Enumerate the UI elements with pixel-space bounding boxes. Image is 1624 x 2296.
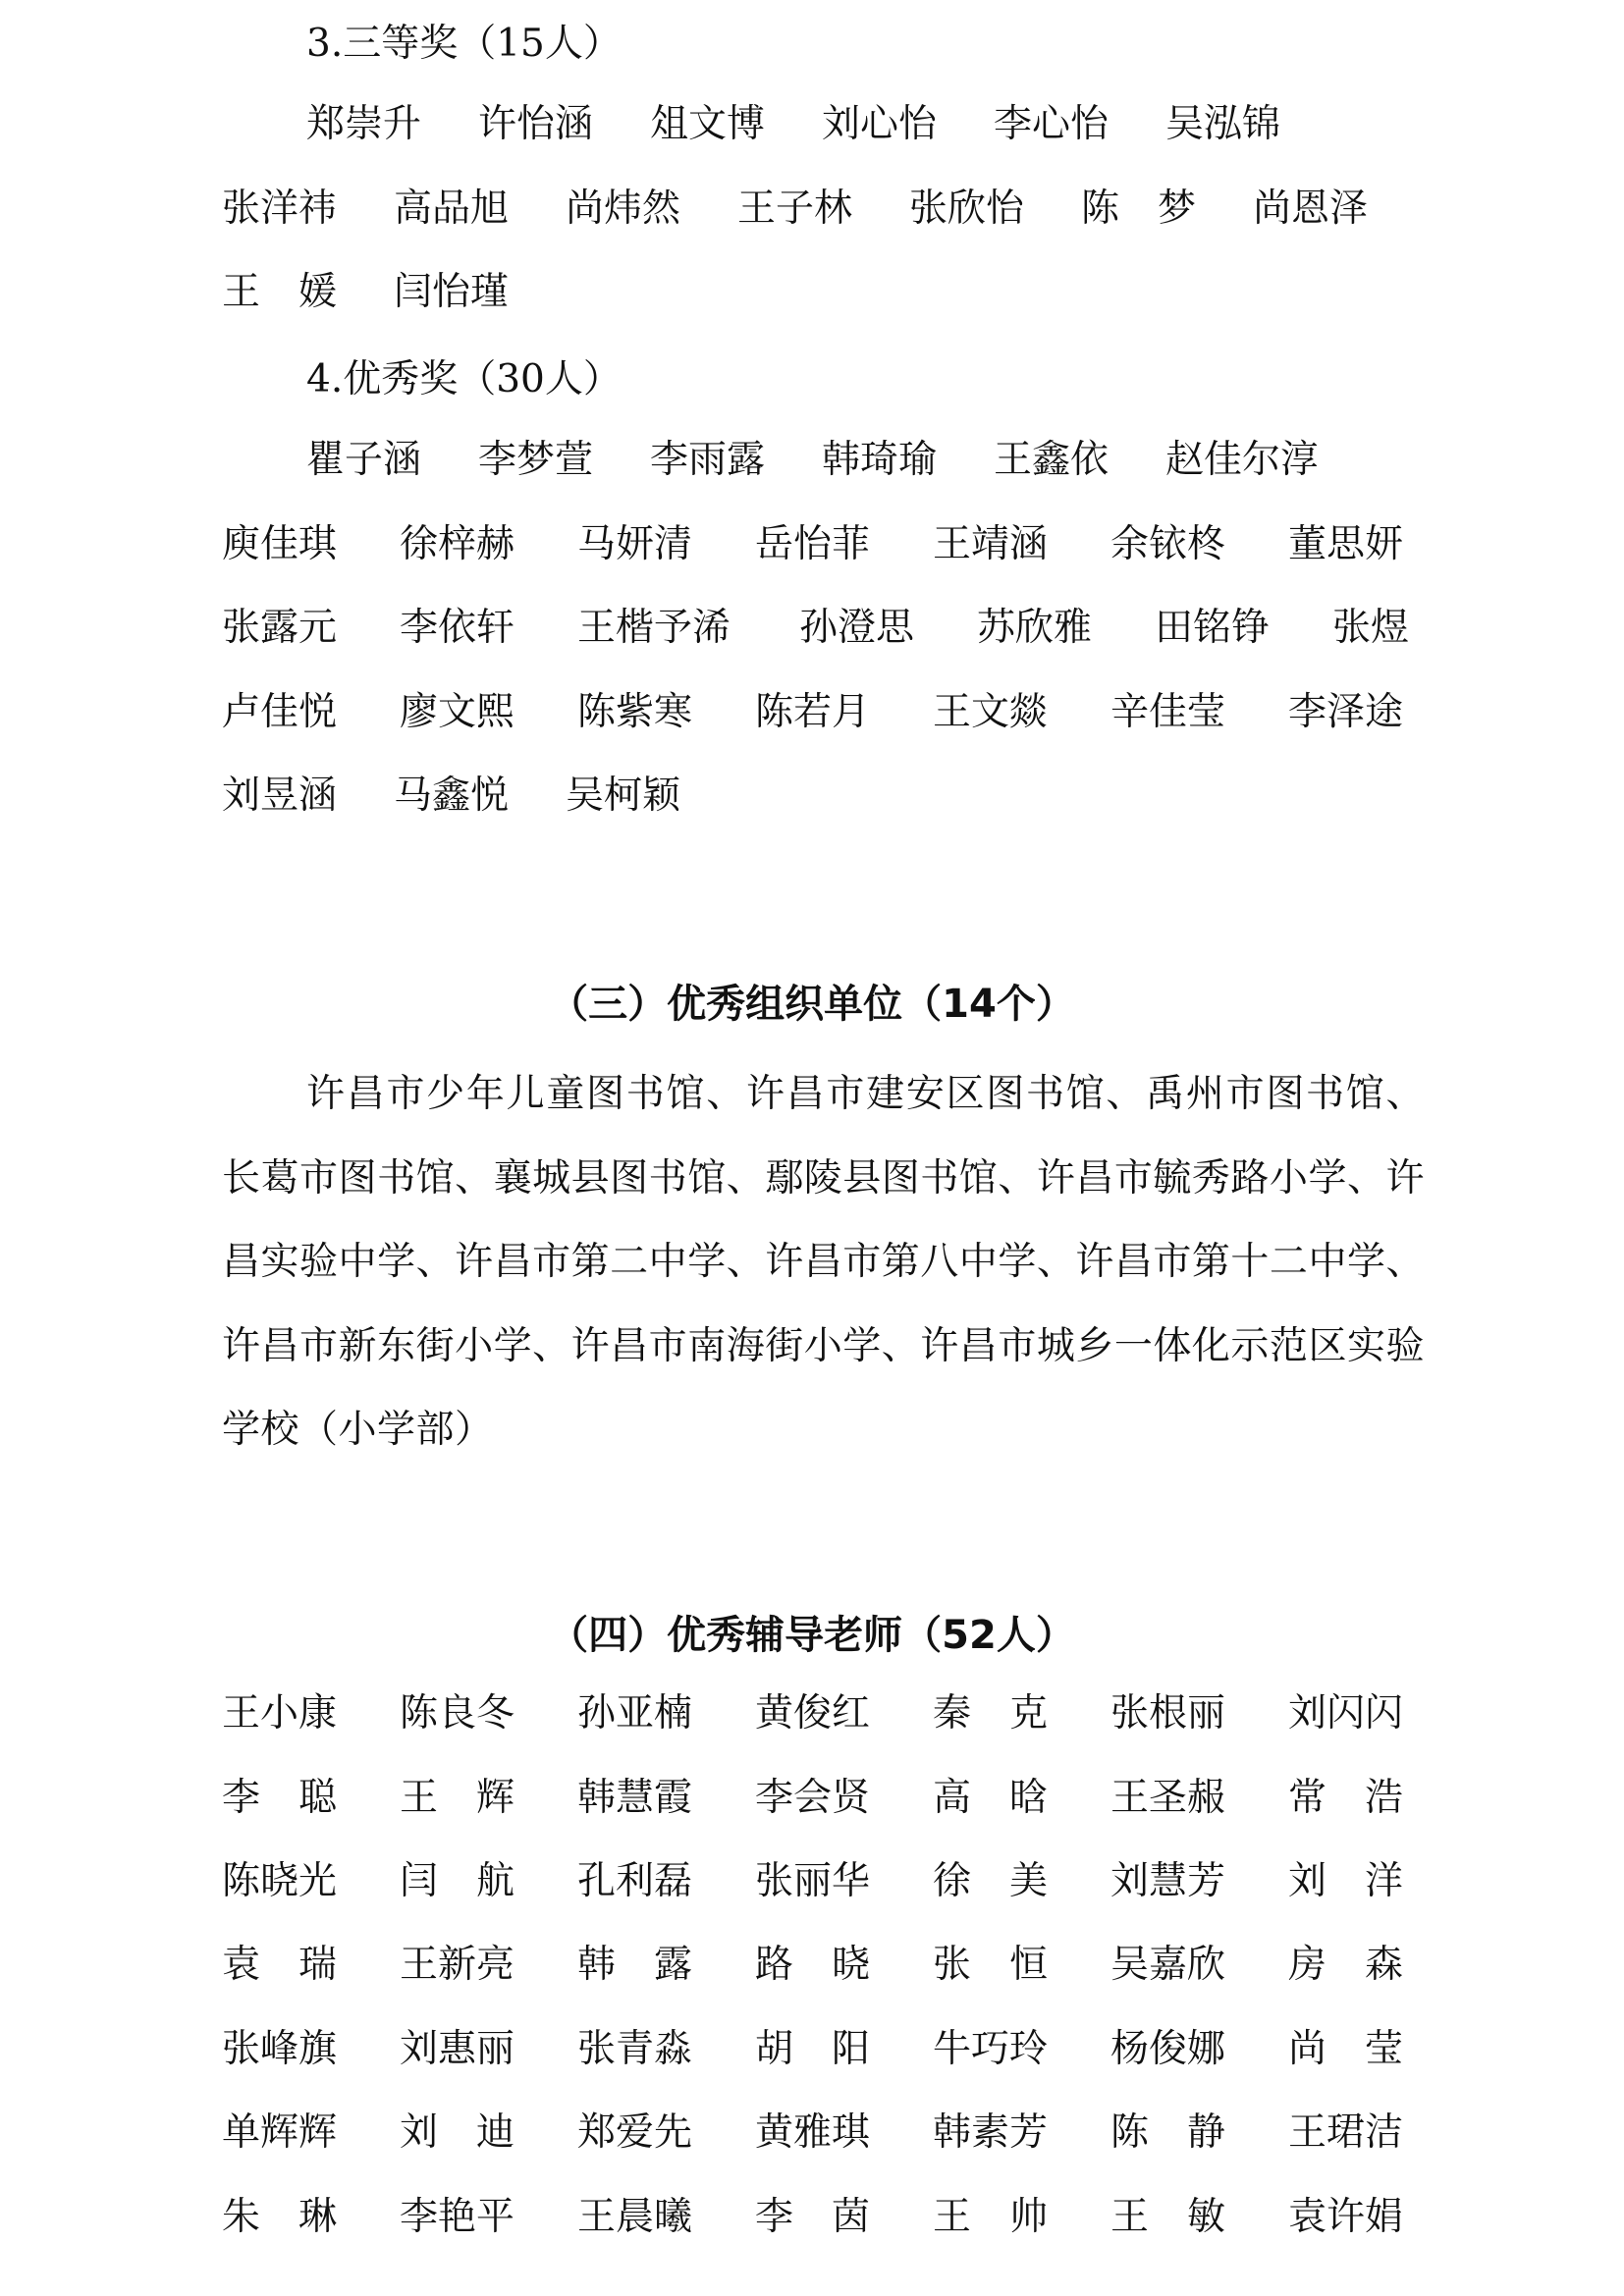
name-item: 韩素芳 (933, 2110, 1049, 2155)
name-item: 秦 克 (933, 1691, 1049, 1735)
name-item: 田铭铮 (1155, 606, 1271, 650)
name-item: 尚恩泽 (1253, 187, 1369, 231)
name-item: 胡 阳 (755, 2027, 871, 2071)
name-item: 路 晓 (755, 1943, 871, 1987)
name-item: 马妍清 (577, 522, 693, 566)
name-item: 王新亮 (400, 1943, 515, 1987)
name-item: 房 森 (1288, 1943, 1404, 1987)
name-item: 苏欣雅 (977, 606, 1093, 650)
name-item: 吴柯颖 (566, 774, 681, 818)
name-item: 陈 梦 (1081, 187, 1197, 231)
name-item: 尚炜然 (566, 187, 681, 231)
name-item: 牛巧玲 (933, 2027, 1049, 2071)
name-item: 陈 静 (1110, 2110, 1226, 2155)
third-prize-heading: 3.三等奖（15人） (306, 22, 622, 66)
name-item: 李艳平 (400, 2195, 515, 2239)
name-item: 刘慧芳 (1110, 1859, 1226, 1903)
name-item: 陈良冬 (400, 1691, 515, 1735)
name-item: 王鑫依 (994, 438, 1110, 482)
name-item: 孙亚楠 (577, 1691, 693, 1735)
name-item: 王文燚 (933, 690, 1049, 734)
name-item: 闫怡瑾 (394, 270, 510, 314)
name-item: 韩慧霞 (577, 1776, 693, 1820)
name-item: 张峰旗 (222, 2027, 338, 2071)
name-item: 高品旭 (394, 187, 510, 231)
name-item: 李泽途 (1288, 690, 1404, 734)
name-item: 陈若月 (755, 690, 871, 734)
name-item: 李雨露 (650, 438, 766, 482)
name-item: 赵佳尔淳 (1165, 438, 1320, 482)
name-item: 王子林 (737, 187, 853, 231)
name-item: 单辉辉 (222, 2110, 338, 2155)
name-item: 刘昱涵 (222, 774, 338, 818)
name-item: 张丽华 (755, 1859, 871, 1903)
name-item: 刘闪闪 (1288, 1691, 1404, 1735)
name-item: 张露元 (222, 606, 338, 650)
name-item: 孙澄思 (799, 606, 915, 650)
name-item: 李 茵 (755, 2195, 871, 2239)
name-item: 俎文博 (650, 102, 766, 146)
name-item: 徐梓赫 (400, 522, 515, 566)
name-item: 尚 莹 (1288, 2027, 1404, 2071)
name-item: 袁许娟 (1288, 2195, 1404, 2239)
name-item: 王珺洁 (1288, 2110, 1404, 2155)
teachers-title: （四）优秀辅导老师（52人） (549, 1613, 1075, 1658)
name-item: 张青淼 (577, 2027, 693, 2071)
name-item: 张煜 (1332, 606, 1410, 650)
name-item: 孔利磊 (577, 1859, 693, 1903)
name-item: 杨俊娜 (1110, 2027, 1226, 2071)
name-item: 董思妍 (1288, 522, 1404, 566)
name-item: 王楷予浠 (577, 606, 731, 650)
name-item: 岳怡菲 (755, 522, 871, 566)
name-item: 刘 洋 (1288, 1859, 1404, 1903)
name-item: 王小康 (222, 1691, 338, 1735)
name-item: 韩琦瑜 (822, 438, 938, 482)
name-item: 瞿子涵 (306, 438, 422, 482)
organizations-list: 许昌市少年儿童图书馆、许昌市建安区图书馆、禹州市图书馆、长葛市图书馆、襄城县图书馆、鄢陵县图书馆、许昌市毓秀路小学、许昌实验中学、许昌市第二中学、许昌市第八中学、许昌市第十二中学、许昌市新东街小学、许昌市南海街小学、许昌市城乡一体化示范区实验学校（小学部） (222, 1072, 1425, 1452)
name-item: 张欣怡 (909, 187, 1025, 231)
name-item: 黄俊红 (755, 1691, 871, 1735)
name-item: 刘 迪 (400, 2110, 515, 2155)
name-item: 李梦萱 (478, 438, 594, 482)
name-item: 袁 瑞 (222, 1943, 338, 1987)
name-item: 郑爱先 (577, 2110, 693, 2155)
name-item: 陈晓光 (222, 1859, 338, 1903)
name-item: 余铱柊 (1110, 522, 1226, 566)
name-item: 王 媛 (222, 270, 338, 314)
name-item: 高 晗 (933, 1776, 1049, 1820)
name-item: 张洋祎 (222, 187, 338, 231)
name-item: 王 敏 (1110, 2195, 1226, 2239)
name-item: 刘心怡 (822, 102, 938, 146)
name-item: 徐 美 (933, 1859, 1049, 1903)
name-item: 辛佳莹 (1110, 690, 1226, 734)
name-item: 李 聪 (222, 1776, 338, 1820)
name-item: 王晨曦 (577, 2195, 693, 2239)
name-item: 廖文熙 (400, 690, 515, 734)
name-item: 马鑫悦 (394, 774, 510, 818)
name-item: 黄雅琪 (755, 2110, 871, 2155)
name-item: 王 帅 (933, 2195, 1049, 2239)
name-item: 闫 航 (400, 1859, 515, 1903)
name-item: 韩 露 (577, 1943, 693, 1987)
name-item: 李会贤 (755, 1776, 871, 1820)
name-item: 刘惠丽 (400, 2027, 515, 2071)
name-item: 庾佳琪 (222, 522, 338, 566)
name-item: 王 辉 (400, 1776, 515, 1820)
name-item: 张 恒 (933, 1943, 1049, 1987)
organizations-title: （三）优秀组织单位（14个） (549, 982, 1075, 1027)
name-item: 王圣赧 (1110, 1776, 1226, 1820)
name-item: 吴泓锦 (1165, 102, 1281, 146)
excellence-prize-heading: 4.优秀奖（30人） (306, 357, 622, 401)
name-item: 卢佳悦 (222, 690, 338, 734)
name-item: 吴嘉欣 (1110, 1943, 1226, 1987)
name-item: 常 浩 (1288, 1776, 1404, 1820)
name-item: 许怡涵 (478, 102, 594, 146)
name-item: 郑崇升 (306, 102, 422, 146)
name-item: 李依轩 (400, 606, 515, 650)
name-item: 王靖涵 (933, 522, 1049, 566)
name-item: 张根丽 (1110, 1691, 1226, 1735)
name-item: 陈紫寒 (577, 690, 693, 734)
name-item: 李心怡 (994, 102, 1110, 146)
name-item: 朱 琳 (222, 2195, 338, 2239)
